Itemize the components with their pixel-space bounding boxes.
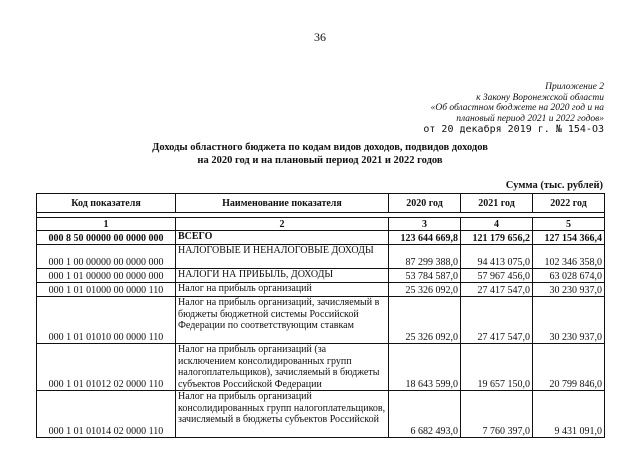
document-title (0, 142, 640, 167)
row-value-2022: 30 230 937,0 (533, 283, 605, 297)
row-name: ВСЕГО (176, 231, 389, 245)
row-value-2022: 30 230 937,0 (533, 297, 605, 344)
row-value-2022: 9 431 091,0 (533, 391, 605, 438)
row-name: Налог на прибыль организаций, зачисляемый в бюджеты бюджетной системы Российской Федерации по соответствующим ставкам (176, 297, 389, 344)
title-line: Доходы областного бюджета по кодам видов доходов, подвидов доходов (152, 142, 488, 153)
table-row (37, 297, 605, 344)
column-number: 3 (389, 218, 461, 231)
revenue-table (36, 193, 605, 438)
row-value-2021: 7 760 397,0 (461, 391, 533, 438)
header-code: Код показателя (37, 194, 176, 213)
row-value-2022: 20 799 846,0 (533, 344, 605, 391)
row-code: 000 1 01 00000 00 0000 000 (37, 269, 176, 283)
title-line: на 2020 год и на плановый период 2021 и 2022 годов (197, 154, 443, 166)
row-value-2022: 127 154 366,4 (533, 231, 605, 245)
row-value-2021: 19 657 150,0 (461, 344, 533, 391)
row-code: 000 1 01 01012 02 0000 110 (37, 344, 176, 391)
header-2020: 2020 год (389, 194, 461, 213)
row-value-2020: 18 643 599,0 (389, 344, 461, 391)
table-header-row (37, 194, 605, 213)
column-number: 5 (533, 218, 605, 231)
header-name: Наименование показателя (176, 194, 389, 213)
row-value-2021: 57 967 456,0 (461, 269, 533, 283)
row-code: 000 1 01 01014 02 0000 110 (37, 391, 176, 438)
units-label: Сумма (тыс. рублей) (505, 180, 603, 191)
appendix-line: Приложение 2 (545, 82, 604, 92)
row-value-2021: 27 417 547,0 (461, 283, 533, 297)
column-number: 1 (37, 218, 176, 231)
row-value-2021: 27 417 547,0 (461, 297, 533, 344)
row-name: Налог на прибыль организаций консолидированных групп налогоплательщиков, зачисляемый в бюджеты субъектов Российской (176, 391, 389, 438)
table-row (37, 245, 605, 269)
row-value-2022: 102 346 358,0 (533, 245, 605, 269)
row-value-2020: 53 784 587,0 (389, 269, 461, 283)
appendix-line: плановый период 2021 и 2022 годов» (456, 113, 604, 124)
row-code: 000 1 00 00000 00 0000 000 (37, 245, 176, 269)
table-row (37, 283, 605, 297)
appendix-reference (431, 82, 604, 124)
header-2021: 2021 год (461, 194, 533, 213)
row-value-2021: 121 179 656,2 (461, 231, 533, 245)
appendix-line: к Закону Воронежской области (476, 92, 604, 103)
row-name: Налог на прибыль организаций (176, 283, 389, 297)
appendix-line: «Об областном бюджете на 2020 год и на (430, 103, 604, 113)
table-row (37, 344, 605, 391)
column-number: 2 (176, 218, 389, 231)
table-row (37, 269, 605, 283)
row-code: 000 8 50 00000 00 0000 000 (37, 231, 176, 245)
row-name: Налог на прибыль организаций (за исключением консолидированных групп налогоплательщиков), зачисляемый в бюджеты субъектов Российской Федерации (176, 344, 389, 391)
row-value-2020: 87 299 388,0 (389, 245, 461, 269)
row-value-2020: 25 326 092,0 (389, 297, 461, 344)
header-2022: 2022 год (533, 194, 605, 213)
row-code: 000 1 01 01010 00 0000 110 (37, 297, 176, 344)
row-name: НАЛОГИ НА ПРИБЫЛЬ, ДОХОДЫ (176, 269, 389, 283)
row-value-2021: 94 413 075,0 (461, 245, 533, 269)
row-code: 000 1 01 01000 00 0000 110 (37, 283, 176, 297)
row-value-2022: 63 028 674,0 (533, 269, 605, 283)
column-number: 4 (461, 218, 533, 231)
row-value-2020: 123 644 669,8 (389, 231, 461, 245)
table-row (37, 231, 605, 245)
law-date-stamp: от 20 декабря 2019 г. № 154-ОЗ (423, 124, 604, 135)
row-value-2020: 6 682 493,0 (389, 391, 461, 438)
page-number: 36 (314, 30, 326, 44)
row-name: НАЛОГОВЫЕ И НЕНАЛОГОВЫЕ ДОХОДЫ (176, 245, 389, 269)
column-number-row (37, 218, 605, 231)
table-row (37, 391, 605, 438)
row-value-2020: 25 326 092,0 (389, 283, 461, 297)
